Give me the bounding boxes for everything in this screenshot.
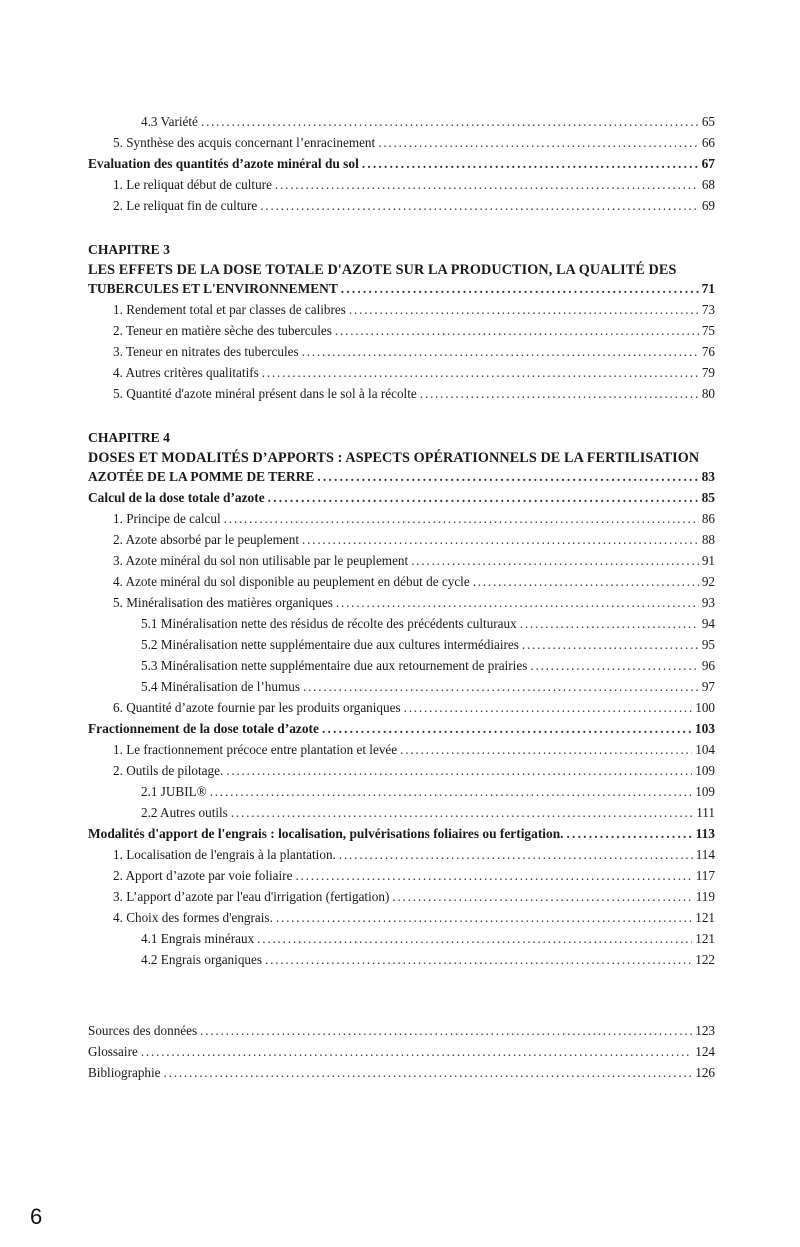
table-of-contents [88,114,715,1086]
dot-leader [567,826,693,842]
toc-entry[interactable] [88,344,715,365]
dot-leader [411,553,699,569]
toc-entry-page: 113 [695,826,715,841]
toc-entry[interactable] [88,658,715,679]
dot-leader [378,135,699,151]
toc-appendix-section [88,1023,715,1086]
chapter-3-section [88,239,715,407]
toc-entry-title: 6. Quantité d’azote fournie par les produits organiques [113,700,401,715]
dot-leader [302,532,699,548]
toc-entry[interactable] [88,1065,715,1086]
toc-entry[interactable] [88,323,715,344]
toc-entry-page: 69 [701,198,715,213]
toc-entry-title: 2. Outils de pilotage. [113,763,224,778]
toc-entry[interactable] [88,595,715,616]
toc-entry-title: Modalités d'apport de l'engrais : localisation, pulvérisations foliaires ou fertigation. [88,826,564,841]
toc-entry-page: 91 [701,553,715,568]
toc-entry-page: 121 [695,931,715,946]
toc-entry-title: 2. Teneur en matière sèche des tubercules [113,323,332,338]
dot-leader [276,910,692,926]
toc-entry[interactable] [88,763,715,784]
toc-entry-page: 117 [695,868,715,883]
toc-entry-page: 111 [696,805,715,820]
dot-leader [473,574,699,590]
toc-entry-title: 1. Localisation de l'engrais à la plantation. [113,847,336,862]
toc-entry-title: Glossaire [88,1044,138,1059]
toc-entry-page: 109 [695,763,715,778]
toc-entry[interactable] [88,302,715,323]
toc-entry-title: 5.3 Minéralisation nette supplémentaire due aux retournement de prairies [141,658,528,673]
dot-leader [226,763,692,779]
toc-entry-page: 126 [695,1065,715,1080]
dot-leader [268,490,699,506]
toc-entry[interactable] [88,931,715,952]
toc-entry-title: 4. Azote minéral du sol disponible au peuplement en début de cycle [113,574,470,589]
toc-entry-page: 65 [701,114,715,129]
toc-entry-page: 79 [701,365,715,380]
toc-entry-title: 2. Apport d’azote par voie foliaire [113,868,293,883]
toc-entry-title: 4.2 Engrais organiques [141,952,262,967]
dot-leader [336,595,699,611]
toc-entry[interactable] [88,700,715,721]
toc-entry[interactable] [88,910,715,931]
dot-leader [530,658,698,674]
toc-entry[interactable] [88,177,715,198]
toc-entry-title: Evaluation des quantités d’azote minéral du sol [88,156,359,171]
dot-leader [275,177,699,193]
toc-entry[interactable] [88,616,715,637]
chapter-3-label: CHAPITRE 3 [88,242,170,257]
toc-entry[interactable] [88,742,715,763]
toc-entry-title: 4.1 Engrais minéraux [141,931,255,946]
toc-entry-page: 122 [695,952,715,967]
toc-entry[interactable] [88,198,715,219]
toc-entry[interactable] [88,135,715,156]
dot-leader [522,637,699,653]
dot-leader [303,679,699,695]
toc-entry-page: 85 [701,490,715,505]
toc-entry-title: 3. Teneur en nitrates des tubercules [113,344,299,359]
toc-entry-page: 104 [695,742,715,757]
toc-entry-page: 100 [695,700,715,715]
toc-entry-title: 2. Le reliquat fin de culture [113,198,258,213]
toc-entry[interactable] [88,386,715,407]
chapter-4-title-line2[interactable] [88,469,715,490]
dot-leader [339,847,693,863]
chapter-3-entries [88,302,715,407]
toc-entry-page: 109 [695,784,715,799]
dot-leader [260,198,699,214]
toc-entry-page: 97 [701,679,715,694]
toc-entry-title: 4. Autres critères qualitatifs [113,365,259,380]
toc-entry[interactable] [88,490,715,511]
toc-entry-title: Bibliographie [88,1065,161,1080]
dot-leader [164,1065,693,1081]
toc-entry[interactable] [88,574,715,595]
toc-entry-page: 95 [701,637,715,652]
toc-entry-title: 1. Rendement total et par classes de calibres [113,302,346,317]
toc-entry-title: 2.2 Autres outils [141,805,228,820]
toc-entry-title: 3. L’apport d’azote par l'eau d'irrigation (fertigation) [113,889,390,904]
toc-entry-page: 76 [701,344,715,359]
toc-entry-page: 83 [701,469,715,484]
toc-entry[interactable] [88,511,715,532]
toc-entry-page: 68 [701,177,715,192]
toc-entry-title: 2.1 JUBIL® [141,784,207,799]
toc-entry-title: 5. Minéralisation des matières organiques [113,595,333,610]
toc-entry-title: Calcul de la dose totale d’azote [88,490,265,505]
dot-leader [404,700,693,716]
toc-entry-page: 73 [701,302,715,317]
toc-entry[interactable] [88,847,715,868]
toc-entry-page: 80 [701,386,715,401]
chapter-3-title-line2[interactable] [88,281,715,302]
toc-entry-title: 3. Azote minéral du sol non utilisable par le peuplement [113,553,409,568]
dot-leader [400,742,692,758]
toc-entry-page: 75 [701,323,715,338]
toc-entry-page: 96 [701,658,715,673]
toc-entry-title: 5. Synthèse des acquis concernant l’enracinement [113,135,376,150]
toc-entry-page: 114 [695,847,715,862]
toc-entry-page: 103 [694,721,715,736]
dot-leader [265,952,692,968]
toc-entry-title: AZOTÉE DE LA POMME DE TERRE [88,469,315,484]
toc-entry-title: 2. Azote absorbé par le peuplement [113,532,300,547]
toc-entry-title: TUBERCULES ET L'ENVIRONNEMENT [88,281,338,296]
chapter-4-section [88,427,715,973]
chapter-3-title-line1: LES EFFETS DE LA DOSE TOTALE D'AZOTE SUR LA PRODUCTION, LA QUALITÉ DES [88,262,677,278]
toc-entry[interactable] [88,553,715,574]
toc-entry-page: 123 [695,1023,715,1038]
dot-leader [520,616,699,632]
toc-entry[interactable] [88,532,715,553]
dot-leader [362,156,699,172]
toc-entry-page: 92 [701,574,715,589]
toc-entry-page: 71 [701,281,715,296]
dot-leader [295,868,692,884]
toc-entry[interactable] [88,156,715,177]
toc-entry-title: 1. Le fractionnement précoce entre plantation et levée [113,742,398,757]
dot-leader [262,365,699,381]
dot-leader [201,114,699,130]
toc-entry[interactable] [88,1023,715,1044]
toc-entry-title: 5. Quantité d'azote minéral présent dans le sol à la récolte [113,386,417,401]
toc-entry-page: 66 [701,135,715,150]
toc-entry[interactable] [88,868,715,889]
toc-entry-title: 1. Principe de calcul [113,511,221,526]
chapter-4-entries [88,490,715,973]
toc-entry-page: 86 [701,511,715,526]
dot-leader [420,386,699,402]
toc-entry-page: 94 [701,616,715,631]
toc-entry-page: 67 [701,156,715,171]
toc-entry-title: Fractionnement de la dose totale d’azote [88,721,319,736]
toc-entry-page: 124 [695,1044,715,1059]
toc-entry[interactable] [88,679,715,700]
toc-entry[interactable] [88,805,715,826]
dot-leader [302,344,699,360]
chapter-4-title-line1: DOSES ET MODALITÉS D’APPORTS : ASPECTS OPÉRATIONNELS DE LA FERTILISATION [88,450,700,466]
toc-entry-page: 119 [695,889,715,904]
dot-leader [224,511,699,527]
dot-leader [341,281,699,297]
toc-entry[interactable] [88,114,715,135]
toc-entry[interactable] [88,637,715,658]
toc-entry-title: 4. Choix des formes d'engrais. [113,910,273,925]
toc-entry-page: 121 [695,910,715,925]
toc-entry[interactable] [88,365,715,386]
toc-entry-title: Sources des données [88,1023,198,1038]
toc-entry[interactable] [88,784,715,805]
toc-entry-title: 1. Le reliquat début de culture [113,177,272,192]
dot-leader [200,1023,692,1039]
dot-leader [335,323,699,339]
toc-entry-title: 5.1 Minéralisation nette des résidus de récolte des précédents culturaux [141,616,517,631]
toc-entry-title: 5.4 Minéralisation de l’humus [141,679,300,694]
toc-entry-title: 4.3 Variété [141,114,198,129]
toc-entry[interactable] [88,889,715,910]
toc-entry-page: 88 [701,532,715,547]
toc-entry[interactable] [88,826,715,847]
dot-leader [257,931,692,947]
page-number: 6 [30,1204,43,1229]
toc-entry[interactable] [88,952,715,973]
dot-leader [317,469,698,485]
toc-entry-title: 5.2 Minéralisation nette supplémentaire due aux cultures intermédiaires [141,637,519,652]
toc-entry[interactable] [88,721,715,742]
toc-entry[interactable] [88,1044,715,1065]
toc-section-chapter2-end [88,114,715,219]
dot-leader [349,302,699,318]
dot-leader [322,721,692,737]
dot-leader [210,784,693,800]
toc-entry-page: 93 [701,595,715,610]
chapter-4-label: CHAPITRE 4 [88,430,170,445]
dot-leader [141,1044,692,1060]
dot-leader [392,889,692,905]
dot-leader [231,805,693,821]
